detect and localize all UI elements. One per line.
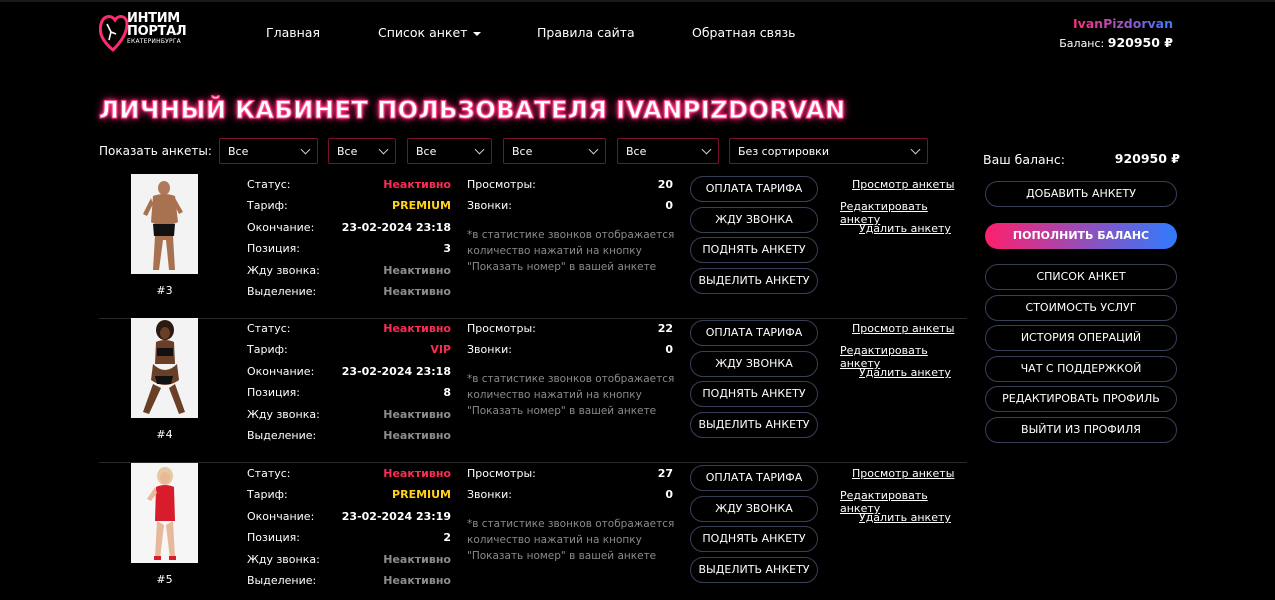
- status-label: Статус:: [247, 322, 291, 335]
- header-balance: [1059, 35, 1173, 50]
- logo-line-3: ЕКАТЕРИНБУРГА: [127, 38, 181, 45]
- edit-listing-link[interactable]: Редактировать анкету: [840, 344, 928, 370]
- position-label: Позиция:: [247, 531, 300, 544]
- top-border: [0, 0, 1275, 2]
- wait-call-label: Жду звонка:: [247, 553, 320, 566]
- calls-value: 0: [665, 199, 673, 212]
- chevron-down-icon: [911, 145, 921, 155]
- wait-call-value: Неактивно: [383, 408, 451, 421]
- wait-call-button[interactable]: ЖДУ ЗВОНКА: [690, 496, 818, 522]
- status-value: Неактивно: [383, 322, 451, 335]
- add-listing-button[interactable]: ДОБАВИТЬ АНКЕТУ: [985, 181, 1177, 207]
- tariff-label: Тариф:: [247, 488, 288, 501]
- calls-note: *в статистике звонков отображается количество нажатий на кнопку "Показать номер" в вашей анкете: [467, 229, 675, 273]
- wait-call-label: Жду звонка:: [247, 264, 320, 277]
- sort-select[interactable]: [729, 138, 928, 164]
- wait-call-label: Жду звонка:: [247, 408, 320, 421]
- end-date-value: 23-02-2024 23:18: [341, 221, 451, 234]
- calls-label: Звонки:: [467, 199, 512, 212]
- highlight-value: Неактивно: [383, 574, 451, 587]
- nav-rules[interactable]: Правила сайта: [537, 25, 635, 40]
- username-link[interactable]: IvanPizdorvan: [1072, 16, 1173, 31]
- pay-tariff-button[interactable]: ОПЛАТА ТАРИФА: [690, 176, 818, 202]
- listing-number: #3: [156, 284, 173, 297]
- highlight-value: Неактивно: [383, 285, 451, 298]
- end-label: Окончание:: [247, 510, 315, 523]
- chevron-down-icon: [702, 145, 712, 155]
- end-label: Окончание:: [247, 221, 315, 234]
- nav-feedback[interactable]: Обратная связь: [692, 25, 796, 40]
- calls-value: 0: [665, 343, 673, 356]
- listing-row: [99, 463, 967, 600]
- position-value: 3: [443, 242, 451, 255]
- edit-profile-button[interactable]: РЕДАКТИРОВАТЬ ПРОФИЛЬ: [985, 386, 1177, 412]
- logo-line-2: ПОРТАЛ: [127, 24, 187, 39]
- highlight-label: Выделение:: [247, 429, 317, 442]
- filter-select-4[interactable]: [503, 138, 606, 164]
- sort-select-value: Без сортировки: [738, 145, 829, 158]
- listings-list-button[interactable]: СПИСОК АНКЕТ: [985, 264, 1177, 290]
- sidebar-balance-label: Ваш баланс:: [983, 152, 1065, 167]
- tariff-value: PREMIUM: [392, 199, 451, 212]
- nav-home[interactable]: Главная: [266, 25, 320, 40]
- chevron-down-icon: [301, 145, 311, 155]
- highlight-label: Выделение:: [247, 285, 317, 298]
- position-value: 8: [443, 386, 451, 399]
- tariff-value: PREMIUM: [392, 488, 451, 501]
- raise-listing-button[interactable]: ПОДНЯТЬ АНКЕТУ: [690, 526, 818, 552]
- top-up-balance-button[interactable]: ПОПОЛНИТЬ БАЛАНС: [985, 223, 1177, 249]
- service-prices-button[interactable]: СТОИМОСТЬ УСЛУГ: [985, 295, 1177, 321]
- wait-call-value: Неактивно: [383, 264, 451, 277]
- status-value: Неактивно: [383, 178, 451, 191]
- views-value: 27: [657, 467, 673, 480]
- nav-listings-dropdown[interactable]: [378, 25, 481, 40]
- filter-select-value: Все: [512, 145, 533, 158]
- caret-down-icon: [473, 32, 481, 36]
- tariff-label: Тариф:: [247, 199, 288, 212]
- wait-call-button[interactable]: ЖДУ ЗВОНКА: [690, 207, 818, 233]
- filters-label: Показать анкеты:: [99, 144, 212, 158]
- highlight-value: Неактивно: [383, 429, 451, 442]
- filter-select-value: Все: [337, 145, 358, 158]
- chevron-down-icon: [379, 145, 389, 155]
- views-label: Просмотры:: [467, 467, 536, 480]
- end-label: Окончание:: [247, 365, 315, 378]
- delete-listing-link[interactable]: Удалить анкету: [859, 511, 951, 524]
- listing-photo[interactable]: [131, 318, 198, 418]
- calls-note: *в статистике звонков отображается количество нажатий на кнопку "Показать номер" в вашей анкете: [467, 518, 675, 562]
- listing-photo[interactable]: [131, 463, 198, 563]
- header-balance-value: 920950 ₽: [1107, 35, 1173, 50]
- wait-call-button[interactable]: ЖДУ ЗВОНКА: [690, 351, 818, 377]
- view-listing-link[interactable]: Просмотр анкеты: [852, 467, 955, 480]
- operations-history-button[interactable]: ИСТОРИЯ ОПЕРАЦИЙ: [985, 325, 1177, 351]
- header-balance-label: Баланс:: [1059, 37, 1105, 50]
- view-listing-link[interactable]: Просмотр анкеты: [852, 178, 955, 191]
- edit-listing-link[interactable]: Редактировать анкету: [840, 489, 928, 515]
- view-listing-link[interactable]: Просмотр анкеты: [852, 322, 955, 335]
- end-date-value: 23-02-2024 23:19: [341, 510, 451, 523]
- filter-select-3[interactable]: [407, 138, 492, 164]
- filter-select-value: Все: [416, 145, 437, 158]
- calls-label: Звонки:: [467, 343, 512, 356]
- edit-listing-link[interactable]: Редактировать анкету: [840, 200, 928, 226]
- delete-listing-link[interactable]: Удалить анкету: [859, 366, 951, 379]
- status-label: Статус:: [247, 178, 291, 191]
- filter-select-value: Все: [626, 145, 647, 158]
- position-label: Позиция:: [247, 386, 300, 399]
- raise-listing-button[interactable]: ПОДНЯТЬ АНКЕТУ: [690, 237, 818, 263]
- tariff-value: VIP: [430, 343, 451, 356]
- status-value: Неактивно: [383, 467, 451, 480]
- highlight-listing-button[interactable]: ВЫДЕЛИТЬ АНКЕТУ: [690, 412, 818, 438]
- views-value: 20: [657, 178, 673, 191]
- highlight-listing-button[interactable]: ВЫДЕЛИТЬ АНКЕТУ: [690, 557, 818, 583]
- filter-select-5[interactable]: [617, 138, 719, 164]
- wait-call-value: Неактивно: [383, 553, 451, 566]
- filter-select-value: Все: [228, 145, 249, 158]
- views-label: Просмотры:: [467, 322, 536, 335]
- listing-number: #5: [156, 573, 173, 586]
- chevron-down-icon: [475, 145, 485, 155]
- calls-value: 0: [665, 488, 673, 501]
- listing-photo[interactable]: [131, 174, 198, 274]
- nav-listings-label: Список анкет: [378, 25, 468, 40]
- calls-note: *в статистике звонков отображается количество нажатий на кнопку "Показать номер" в вашей анкете: [467, 373, 675, 417]
- page-title: ЛИЧНЫЙ КАБИНЕТ ПОЛЬЗОВАТЕЛЯ IVANPIZDORVAN: [99, 96, 846, 124]
- calls-label: Звонки:: [467, 488, 512, 501]
- raise-listing-button[interactable]: ПОДНЯТЬ АНКЕТУ: [690, 381, 818, 407]
- views-value: 22: [657, 322, 673, 335]
- listing-row: [99, 318, 967, 463]
- tariff-label: Тариф:: [247, 343, 288, 356]
- pay-tariff-button[interactable]: ОПЛАТА ТАРИФА: [690, 320, 818, 346]
- support-chat-button[interactable]: ЧАТ С ПОДДЕРЖКОЙ: [985, 356, 1177, 382]
- highlight-label: Выделение:: [247, 574, 317, 587]
- views-label: Просмотры:: [467, 178, 536, 191]
- position-value: 2: [443, 531, 451, 544]
- logo-line-1: ИНТИМ: [127, 11, 180, 26]
- delete-listing-link[interactable]: Удалить анкету: [859, 222, 951, 235]
- filter-select-2[interactable]: [328, 138, 396, 164]
- highlight-listing-button[interactable]: ВЫДЕЛИТЬ АНКЕТУ: [690, 268, 818, 294]
- sidebar-balance-value: 920950 ₽: [1114, 151, 1180, 166]
- pay-tariff-button[interactable]: ОПЛАТА ТАРИФА: [690, 465, 818, 491]
- filter-select-1[interactable]: [219, 138, 318, 164]
- end-date-value: 23-02-2024 23:18: [341, 365, 451, 378]
- logout-button[interactable]: ВЫЙТИ ИЗ ПРОФИЛЯ: [985, 417, 1177, 443]
- status-label: Статус:: [247, 467, 291, 480]
- listing-row: [99, 174, 967, 319]
- chevron-down-icon: [589, 145, 599, 155]
- logo-text[interactable]: [127, 12, 186, 46]
- position-label: Позиция:: [247, 242, 300, 255]
- listing-number: #4: [156, 428, 173, 441]
